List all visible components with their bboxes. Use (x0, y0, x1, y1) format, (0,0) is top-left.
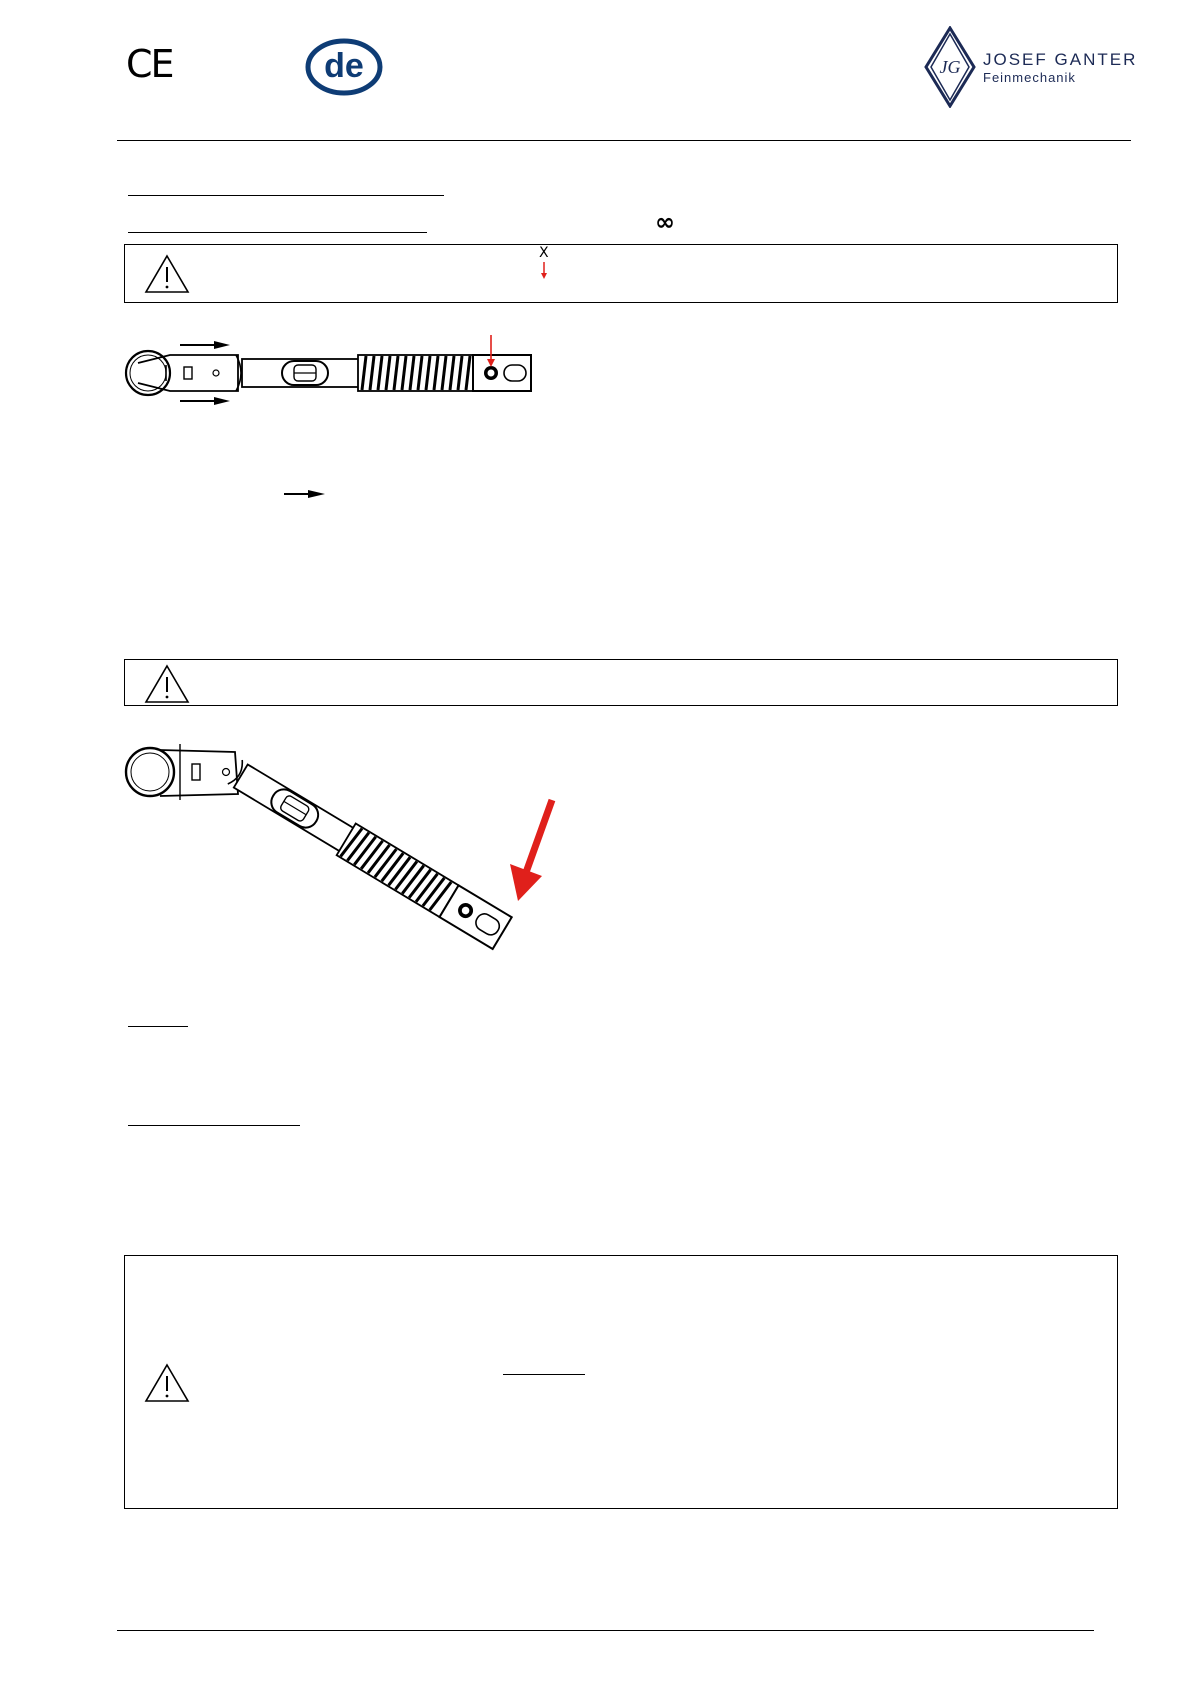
header-rule (117, 140, 1131, 141)
language-badge-label: de (324, 47, 364, 85)
torque-wrench-horizontal-illustration (118, 335, 548, 410)
brand-subtitle: Feinmechanik (983, 70, 1076, 85)
section-heading-underline-4 (128, 1125, 300, 1126)
language-badge-de (305, 38, 383, 96)
warning-box-1 (124, 244, 1118, 303)
x-marker: X (539, 245, 549, 261)
warning-triangle-icon (144, 254, 190, 294)
brand-monogram: JG (939, 57, 961, 77)
infinity-symbol: ∞ (655, 208, 675, 236)
section-heading-underline-2 (128, 232, 427, 233)
warning-triangle-icon (144, 1363, 190, 1403)
section-heading-underline-1 (128, 195, 444, 196)
ce-mark: CE (126, 42, 173, 86)
direction-arrow-icon (284, 488, 326, 500)
emphasis-underline (503, 1374, 585, 1375)
warning-box-3 (124, 1255, 1118, 1509)
footer-rule (117, 1630, 1094, 1631)
brand-logo-icon (924, 26, 976, 108)
brand-name: JOSEF GANTER (983, 50, 1138, 69)
torque-wrench-angled-illustration (120, 738, 560, 978)
section-heading-underline-3 (128, 1026, 188, 1027)
warning-box-2 (124, 659, 1118, 706)
small-red-arrow-icon (540, 262, 548, 280)
warning-triangle-icon (144, 664, 190, 704)
